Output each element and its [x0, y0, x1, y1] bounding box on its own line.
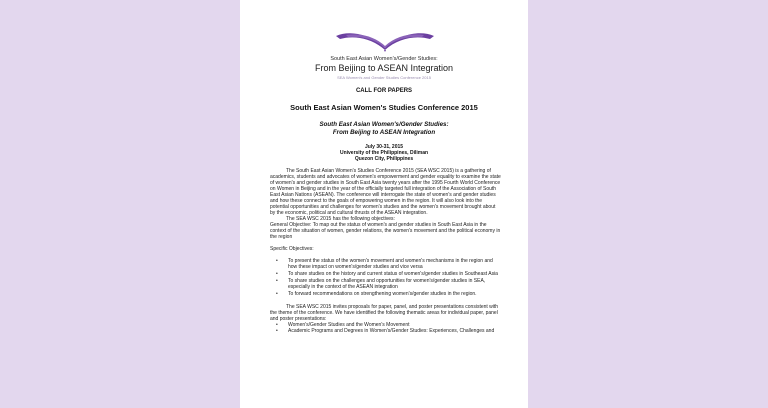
conference-city: Quezon City, Philippines — [354, 156, 414, 162]
list-item: • To share studies on the history and current status of women's/gender studies in Southeast Asia — [276, 271, 498, 277]
conference-title: South East Asian Women's Studies Conference 2015 — [290, 103, 478, 112]
call-for-papers-heading: CALL FOR PAPERS — [355, 88, 413, 94]
themes-list — [270, 322, 502, 334]
general-objective: General Objective: To map out the status of women's and gender studies in South East Asia in the context of the situation of women, gender relations, the women's movement and the political economy in the region — [270, 222, 501, 240]
list-item: • Women's/Gender Studies and the Women's Movement — [276, 322, 410, 328]
proposals-paragraph: The SEA WSC 2015 invites proposals for paper, panel, and poster presentations consistent with the theme of the conference. We have identified the following thematic areas for individual paper, panel and poster presentations: — [270, 304, 499, 322]
list-item: • To present the status of the women's movement and women's mechanisms in the region and how these impact on women's/gender studies and vice versa — [276, 258, 493, 270]
conference-venue: University of the Philippines, Diliman — [339, 150, 429, 156]
list-item: • Academic Programs and Degrees in Women's/Gender Studies: Experiences, Challenges and — [276, 328, 495, 334]
list-item: • To share studies on the challenges and opportunities for women's/gender studies in SEA, especially in the context of the ASEAN integration — [276, 278, 486, 290]
conference-date: July 30-31, 2015 — [364, 144, 404, 150]
objectives-intro: The SEA WSC 2015 has the following objectives: — [286, 216, 395, 222]
conference-logo — [330, 26, 440, 52]
conference-subtitle-line1: South East Asian Women's/Gender Studies: — [319, 121, 449, 128]
conference-subtitle-line2: From Beijing to ASEAN Integration — [332, 129, 436, 136]
open-book-icon — [330, 26, 440, 52]
intro-paragraph: The South East Asian Women's Studies Conference 2015 (SEA WSC 2015) is a gathering of academics, students and advocates of women's empowerment and gender equality to examine the state of women's and gender studies in South East Asia twenty years after the 1995 Fourth World Conference on Women in Beijing and in the year of the officially targeted full integration of the Association of South East Asian Nations (ASEAN). The conference will interrogate the state of women's and gender studies and how these connect to the goals of empowering women in the region. It will also look into the potential opportunities and challenges for women's studies and the women's movement brought about by the economic, political and cultural thrusts of the ASEAN integration. — [270, 168, 501, 216]
specific-objectives-list — [270, 258, 502, 297]
document-page — [240, 0, 528, 408]
specific-objectives-heading: Specific Objectives: — [270, 246, 314, 252]
list-item: • To forward recommendations on strengthening women's/gender studies in the region. — [276, 291, 477, 297]
logo-caption-line2: From Beijing to ASEAN Integration — [314, 63, 454, 73]
logo-caption-line3: SEA Women's and Gender Studies Conference 2015 — [337, 75, 431, 80]
document-body — [270, 168, 502, 334]
logo-caption-line1: South East Asian Women's/Gender Studies: — [330, 56, 438, 62]
